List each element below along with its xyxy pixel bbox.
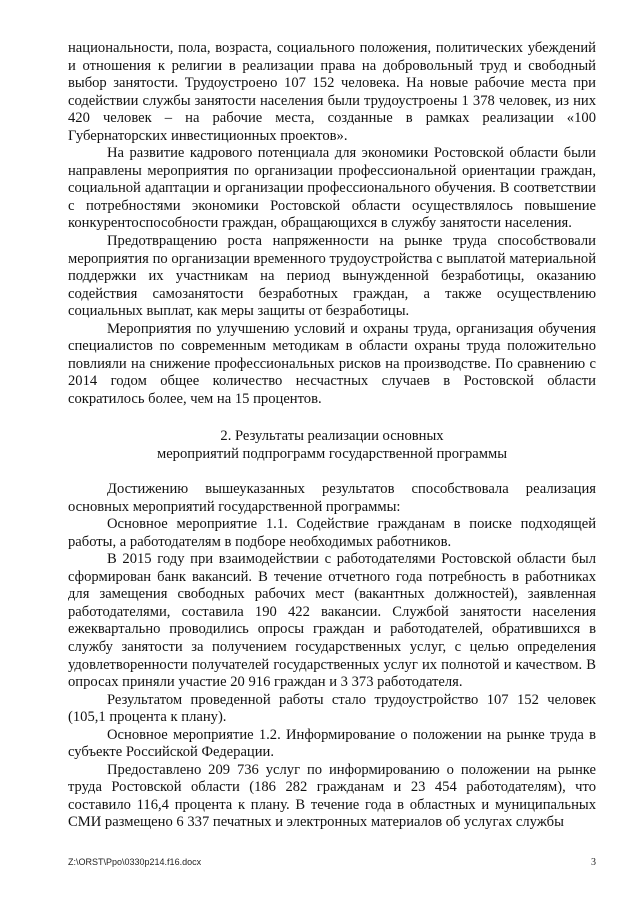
section-heading-line-2: мероприятий подпрограмм государственной программы xyxy=(156,446,508,463)
footer-file-path: Z:\ORST\Ppo\0330p214.f16.docx xyxy=(68,857,202,867)
document-body xyxy=(68,40,596,832)
paragraph: В 2015 году при взаимодействии с работодателями Ростовской области был сформирован банк вакансий. В течение отчетного года потребность в работниках для замещения свободных рабочих мест (вакантных должностей), заявленная работодателями, составила 190 422 вакансии. Службой занятости населения ежеквартально проводились опросы граждан и работодателей, обратившихся в службу занятости за получением государственных услуг, с целью определения удовлетворенности получателей государственных услуг их полнотой и качеством. В опросах приняли участие 20 916 граждан и 3 373 работодателя. xyxy=(68,551,596,691)
paragraph: Основное мероприятие 1.2. Информирование о положении на рынке труда в субъекте Российской Федерации. xyxy=(68,726,596,761)
paragraph: Основное мероприятие 1.1. Содействие гражданам в поиске подходящей работы, а работодателям в подборе необходимых работников. xyxy=(68,516,596,550)
page-number: 3 xyxy=(591,857,596,868)
paragraph: На развитие кадрового потенциала для экономики Ростовской области были направлены мероприятия по организации профессиональной ориентации граждан, социальной адаптации и организации профессионального обучения. В соответствии с потребностями экономики Ростовской области осуществлялось повышение конкурентоспособности граждан, обращающихся в службу занятости населения. xyxy=(68,145,596,232)
section-heading xyxy=(68,428,596,463)
paragraph: Предоставлено 209 736 услуг по информированию о положении на рынке труда Ростовской области (186 282 гражданам и 23 454 работодателям), что составило 116,4 процента к плану. В течение года в областных и муниципальных СМИ размещено 6 337 печатных и электронных материалов об услугах службы xyxy=(68,761,596,831)
paragraph: Мероприятия по улучшению условий и охраны труда, организация обучения специалистов по современным методикам в области охраны труда положительно повлияли на снижение профессиональных рисков на производстве. По сравнению с 2014 годом общее количество несчастных случаев в Ростовской области сократилось более, чем на 15 процентов. xyxy=(68,320,596,407)
paragraph: Результатом проведенной работы стало трудоустройство 107 152 человек (105,1 процента к плану). xyxy=(68,691,596,726)
section-heading-line-1: 2. Результаты реализации основных xyxy=(220,428,444,445)
paragraph: национальности, пола, возраста, социального положения, политических убеждений и отношения к религии в реализации права на добровольный труд и свободный выбор занятости. Трудоустроено 107 152 человека. На новые рабочие места при содействии службы занятости населения были трудоустроены 1 378 человек, из них 420 человек – на рабочие места, созданные в рамках реализации «100 Губернаторских инвестиционных проектов». xyxy=(68,40,596,144)
paragraph: Достижению вышеуказанных результатов способствовала реализация основных мероприятий государственной программы: xyxy=(68,481,596,515)
paragraph: Предотвращению роста напряженности на рынке труда способствовали мероприятия по организации временного трудоустройства с выплатой материальной поддержки их участникам на период вынужденной безработицы, оказанию содействия самозанятости безработных граждан, а также осуществлению социальных выплат, как меры защиты от безработицы. xyxy=(68,233,596,320)
